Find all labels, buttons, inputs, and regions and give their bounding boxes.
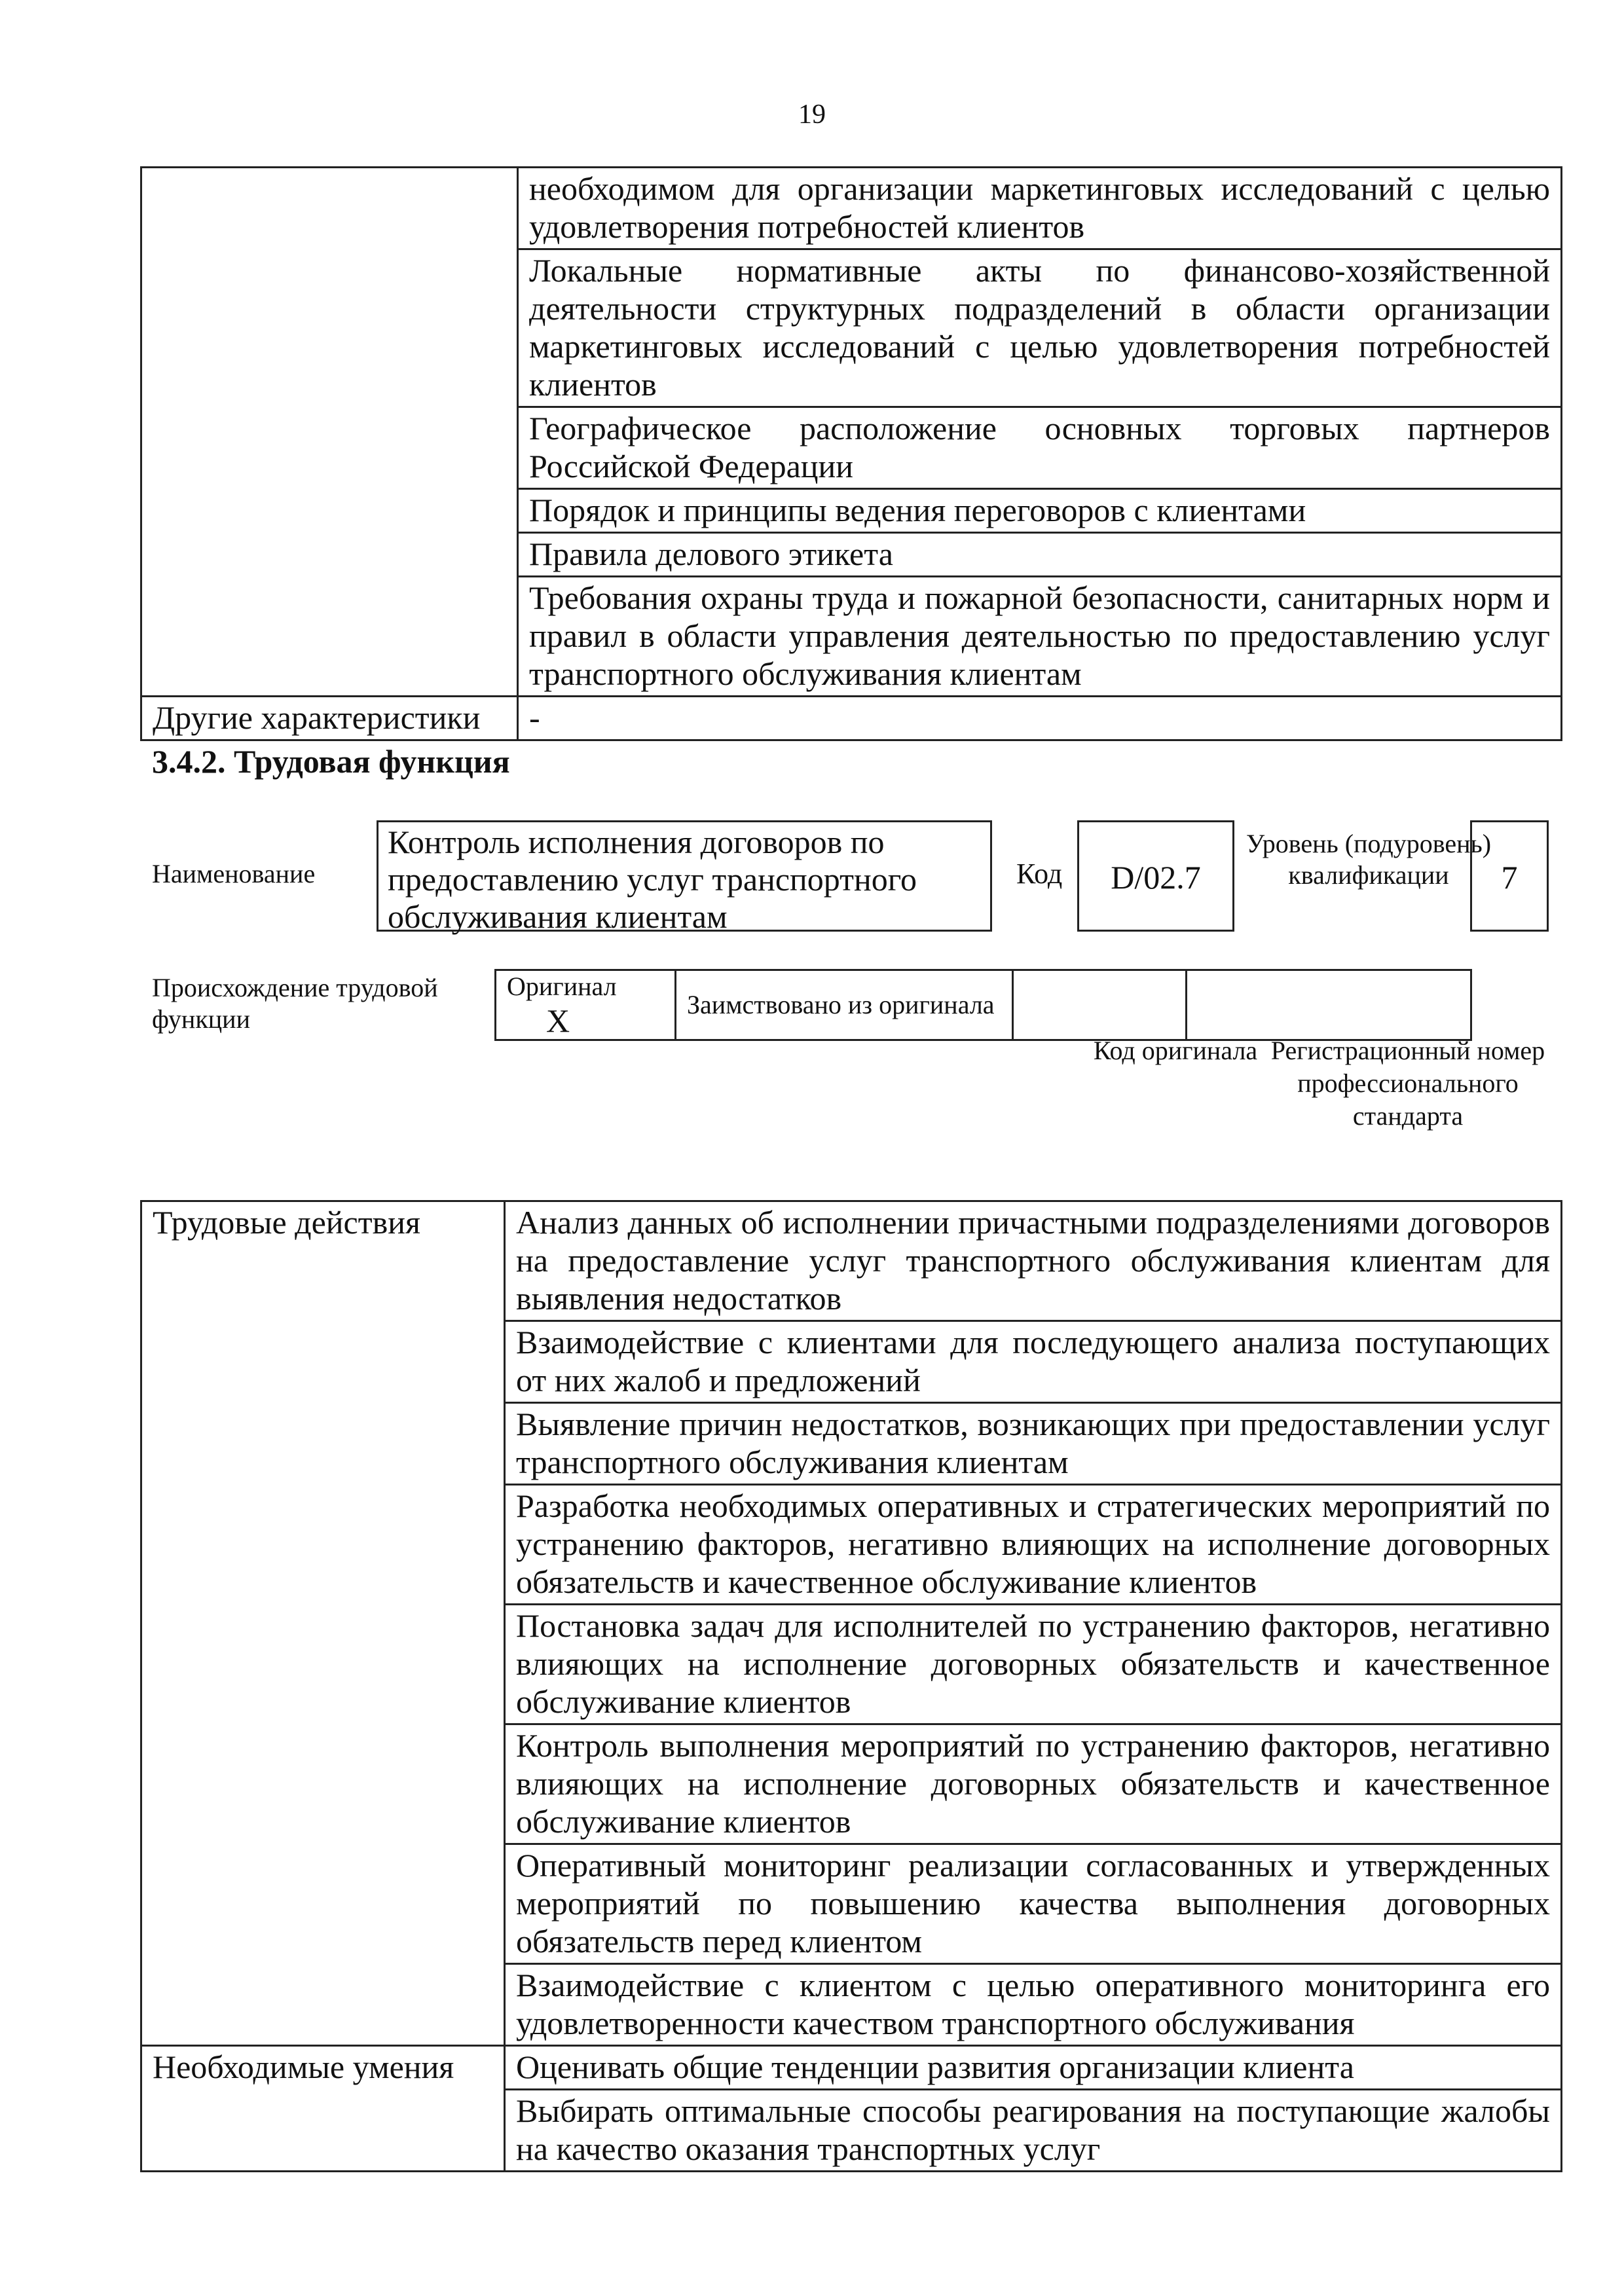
row-item-text: Выбирать оптимальные способы реагирования на поступающие жалобы на качество оказания транспортных услуг bbox=[516, 2092, 1550, 2167]
row-item-text: Взаимодействие с клиентом с целью оперативного мониторинга его удовлетворенности качеством транспортного обслуживания bbox=[516, 1967, 1550, 2041]
page-number: 19 bbox=[798, 100, 826, 130]
row-label: Другие характеристики bbox=[153, 699, 481, 736]
row-item-cell bbox=[505, 1844, 1562, 1964]
row-item-text: Локальные нормативные акты по финансово-хозяйственной деятельности структурных подразделений в области организации маркетинговых исследований с целью удовлетворения потребностей клиентов bbox=[529, 252, 1550, 403]
row-item-text: Оперативный мониторинг реализации согласованных и утвержденных мероприятий по повышению качества выполнения договорных обязательств перед клиентом bbox=[516, 1847, 1550, 1959]
table-row bbox=[141, 168, 1562, 249]
row-item-cell bbox=[518, 489, 1562, 533]
row-item-cell bbox=[505, 1964, 1562, 2046]
code-label: Код bbox=[1016, 858, 1063, 890]
row-item-cell bbox=[505, 1403, 1562, 1485]
origin-code-cell bbox=[1013, 970, 1187, 1040]
row-item-cell bbox=[518, 249, 1562, 407]
row-item-cell bbox=[505, 2090, 1562, 2172]
row-label: Необходимые умения bbox=[153, 2049, 454, 2085]
function-name-label: Наименование bbox=[152, 859, 316, 888]
origin-borrowed-cell bbox=[676, 970, 1013, 1040]
knowledge-table bbox=[140, 166, 1562, 741]
origin-table bbox=[494, 969, 1472, 1041]
row-label-cell bbox=[141, 1201, 505, 2046]
row-label: Трудовые действия bbox=[153, 1204, 420, 1241]
origin-reg-cell bbox=[1187, 970, 1471, 1040]
row-item-text: Оценивать общие тенденции развития организации клиента bbox=[516, 2049, 1354, 2085]
row-label-cell bbox=[141, 168, 518, 697]
row-item-text: необходимом для организации маркетинговых исследований с целью удовлетворения потребностей клиентов bbox=[529, 170, 1550, 245]
row-item-text: Требования охраны труда и пожарной безопасности, санитарных норм и правил в области управления деятельностью по предоставлению услуг транспортного обслуживания клиентам bbox=[529, 579, 1550, 692]
table-row bbox=[141, 697, 1562, 740]
row-item-cell bbox=[518, 407, 1562, 489]
qualification-level-value: 7 bbox=[1470, 820, 1549, 932]
labor-actions-table bbox=[140, 1200, 1562, 2172]
row-item-cell bbox=[518, 533, 1562, 577]
origin-original-label: Оригинал bbox=[507, 972, 617, 1001]
row-item-text: Разработка необходимых оперативных и стратегических мероприятий по устранению факторов, негативно влияющих на исполнение договорных обязательств и качественное обслуживание клиентов bbox=[516, 1487, 1550, 1600]
row-item-text: - bbox=[529, 699, 540, 736]
table-row bbox=[141, 2046, 1562, 2090]
row-item-text: Географическое расположение основных торговых партнеров Российской Федерации bbox=[529, 410, 1550, 484]
function-name-value: Контроль исполнения договоров по предоставлению услуг транспортного обслуживания клиентам bbox=[377, 820, 992, 932]
row-item-text: Контроль выполнения мероприятий по устранению факторов, негативно влияющих на исполнение договорных обязательств и качественное обслуживание клиентов bbox=[516, 1727, 1550, 1840]
row-item-text: Выявление причин недостатков, возникающих при предоставлении услуг транспортного обслуживания клиентам bbox=[516, 1406, 1550, 1480]
row-item-text: Взаимодействие с клиентами для последующего анализа поступающих от них жалоб и предложений bbox=[516, 1324, 1550, 1398]
row-item-cell bbox=[505, 2046, 1562, 2090]
origin-borrowed-label: Заимствовано из оригинала bbox=[687, 990, 995, 1019]
row-item-cell bbox=[505, 1201, 1562, 1321]
row-item-text: Порядок и принципы ведения переговоров с клиентами bbox=[529, 492, 1306, 528]
row-item-cell bbox=[505, 1724, 1562, 1844]
origin-label: Происхождение трудовой функции bbox=[152, 973, 438, 1034]
origin-reg-caption: Регистрационный номер профессионального стандарта bbox=[1270, 1036, 1545, 1131]
row-label-cell bbox=[141, 697, 518, 740]
section-heading: 3.4.2. Трудовая функция bbox=[152, 743, 510, 780]
row-item-cell bbox=[518, 168, 1562, 249]
row-label-cell bbox=[141, 2046, 505, 2172]
row-item-cell bbox=[518, 697, 1562, 740]
row-item-cell bbox=[518, 577, 1562, 697]
row-item-cell bbox=[505, 1605, 1562, 1724]
qualification-level-label: Уровень (подуровень) квалификации bbox=[1246, 829, 1492, 890]
row-item-cell bbox=[505, 1485, 1562, 1605]
code-value: D/02.7 bbox=[1077, 820, 1234, 932]
table-row bbox=[141, 1201, 1562, 1321]
origin-original-mark: X bbox=[546, 1002, 570, 1039]
row-item-text: Постановка задач для исполнителей по устранению факторов, негативно влияющих на исполнение договорных обязательств и качественное обслуживание клиентов bbox=[516, 1607, 1550, 1720]
row-item-cell bbox=[505, 1321, 1562, 1403]
row-item-text: Анализ данных об исполнении причастными подразделениями договоров на предоставление услуг транспортного обслуживания клиентам для выявления недостатков bbox=[516, 1204, 1550, 1317]
origin-code-caption: Код оригинала bbox=[1093, 1036, 1258, 1065]
origin-original-cell bbox=[496, 970, 676, 1040]
row-item-text: Правила делового этикета bbox=[529, 536, 893, 572]
